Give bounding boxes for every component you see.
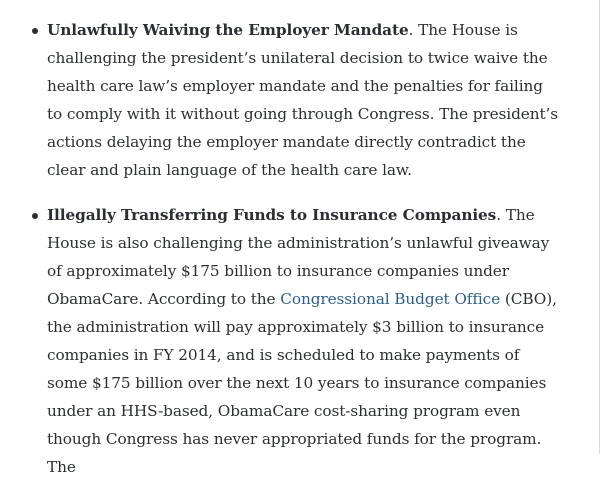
cbo-link[interactable]: Congressional Budget Office [280, 290, 501, 308]
item-body-before-link: . The House is also challenging the administration’s unlawful giveaway of approximately $175 billion to insurance companies under ObamaCare. According to the [47, 206, 550, 308]
list-item-insurance-funds [47, 201, 559, 481]
bullet-icon [32, 28, 38, 34]
item-heading: Illegally Transferring Funds to Insurance Companies [47, 206, 497, 224]
item-body: . The House is challenging the president’s unilateral decision to twice waive the health care law’s employer mandate and the penalties for failing to comply with it without going through Congress. The president’s actions delaying the employer mandate directly contradict the clear and plain language of the health care law. [47, 21, 559, 179]
list-item-employer-mandate [47, 16, 559, 184]
bullet-icon [32, 213, 38, 219]
item-heading: Unlawfully Waiving the Employer Mandate [47, 21, 409, 39]
item-body-after-link: (CBO), the administration will pay approximately $3 billion to insurance companies in FY 2014, and is scheduled to make payments of some $175 billion over the next 10 years to insurance companies under an HHS-based, ObamaCare cost-sharing program even though Congress has never appropriated funds for the program. The [47, 290, 557, 476]
